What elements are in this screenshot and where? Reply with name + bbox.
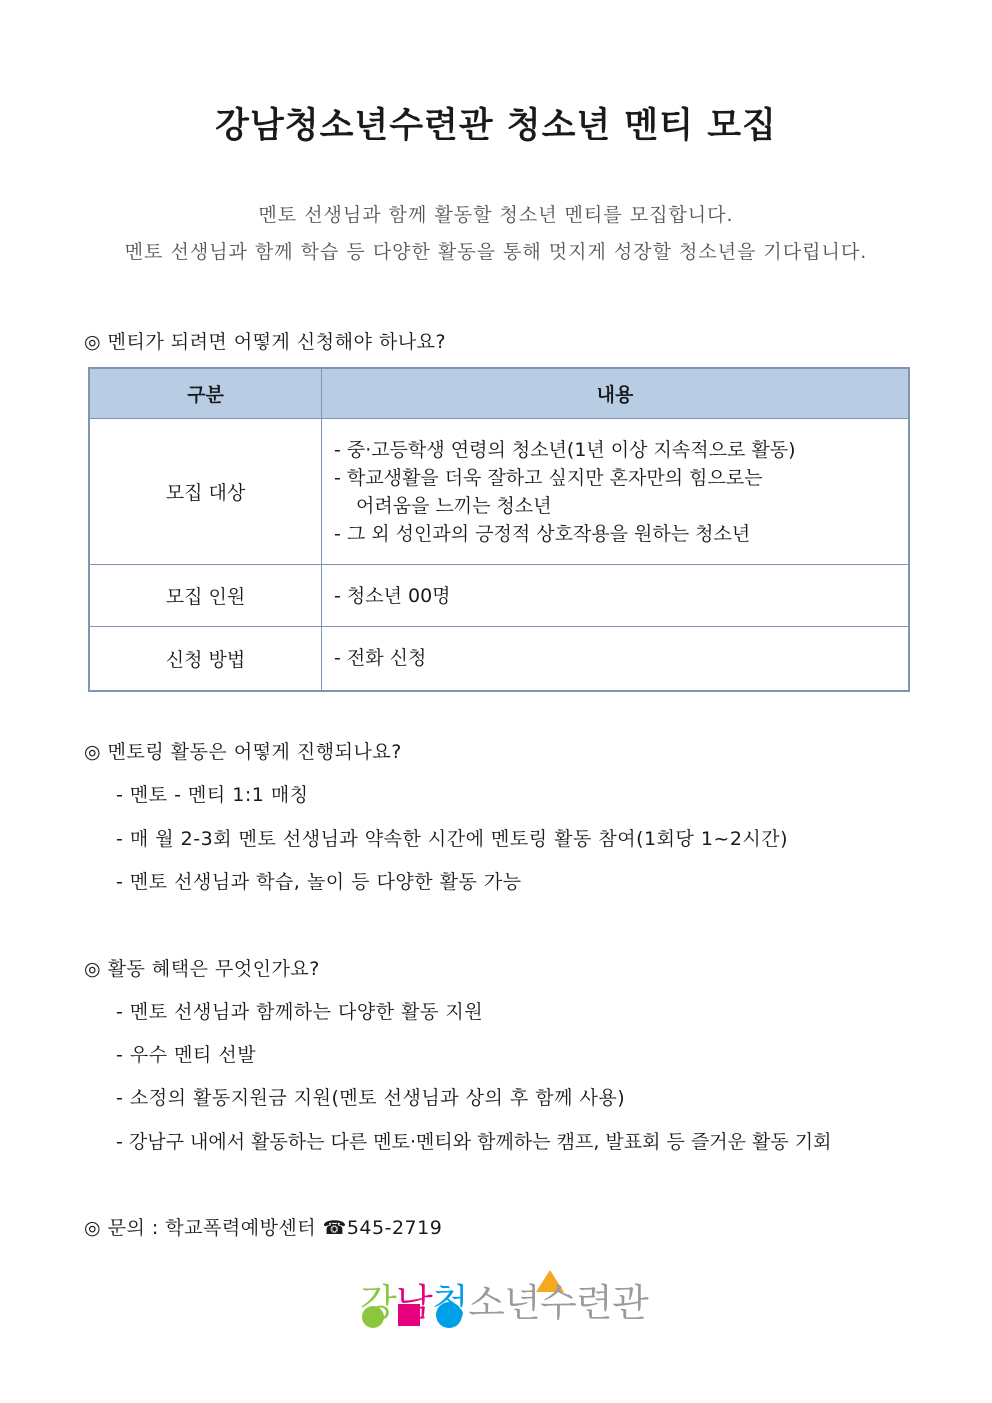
row-label-target: 모집 대상 — [89, 419, 322, 565]
logo-char: 강 — [360, 1281, 397, 1325]
table-header-row — [89, 368, 909, 419]
header-category: 구분 — [89, 368, 322, 419]
section2-question: ◎ 멘토링 활동은 어떻게 진행되나요? — [84, 741, 402, 763]
logo-char: 련 — [576, 1281, 613, 1325]
row-content-method: - 전화 신청 — [322, 627, 910, 691]
logo-char: 소 — [468, 1281, 505, 1325]
row-content-target — [322, 419, 910, 565]
intro-line-2: 멘토 선생님과 함께 학습 등 다양한 활동을 통해 멋지게 성장할 청소년을 기다립니다. — [124, 241, 868, 263]
recruitment-table — [88, 367, 910, 692]
section3-question: ◎ 활동 혜택은 무엇인가요? — [84, 958, 320, 980]
row-content-count: - 청소년 00명 — [322, 565, 910, 627]
list-item: - 멘토 - 멘티 1:1 매칭 — [116, 784, 309, 806]
target-line: - 중·고등학생 연령의 청소년(1년 이상 지속적으로 활동) — [334, 438, 796, 461]
target-line: - 그 외 성인과의 긍정적 상호작용을 원하는 청소년 — [334, 522, 751, 545]
list-item: - 멘토 선생님과 학습, 놀이 등 다양한 활동 가능 — [116, 871, 522, 893]
list-item: - 소정의 활동지원금 지원(멘토 선생님과 상의 후 함께 사용) — [116, 1087, 626, 1109]
center-logo — [360, 1266, 650, 1330]
target-line: 어려움을 느끼는 청소년 — [356, 494, 552, 517]
page-title: 강남청소년수련관 청소년 멘티 모집 — [215, 106, 777, 146]
list-item: - 우수 멘티 선발 — [116, 1044, 257, 1066]
target-line: - 학교생활을 더욱 잘하고 싶지만 혼자만의 힘으로는 — [334, 466, 763, 489]
intro-line-1: 멘토 선생님과 함께 활동할 청소년 멘티를 모집합니다. — [258, 204, 734, 226]
logo-char: 청 — [432, 1281, 469, 1325]
logo-char: 수 — [540, 1281, 577, 1325]
table-row — [89, 419, 909, 565]
table-row — [89, 565, 909, 627]
logo-char: 년 — [504, 1281, 541, 1325]
row-label-method: 신청 방법 — [89, 627, 322, 691]
logo-char: 남 — [396, 1281, 433, 1325]
table-row — [89, 627, 909, 691]
logo-char: 관 — [612, 1281, 649, 1325]
row-label-count: 모집 인원 — [89, 565, 322, 627]
header-content: 내용 — [322, 368, 910, 419]
list-item: - 멘토 선생님과 함께하는 다양한 활동 지원 — [116, 1001, 484, 1023]
contact-line: ◎ 문의 : 학교폭력예방센터 ☎545-2719 — [84, 1217, 443, 1239]
list-item: - 강남구 내에서 활동하는 다른 멘토·멘티와 함께하는 캠프, 발표회 등 즐거운 활동 기회 — [116, 1131, 832, 1153]
section1-question: ◎ 멘티가 되려면 어떻게 신청해야 하나요? — [84, 331, 447, 353]
list-item: - 매 월 2-3회 멘토 선생님과 약속한 시간에 멘토링 활동 참여(1회당 1~2시간) — [116, 828, 789, 850]
